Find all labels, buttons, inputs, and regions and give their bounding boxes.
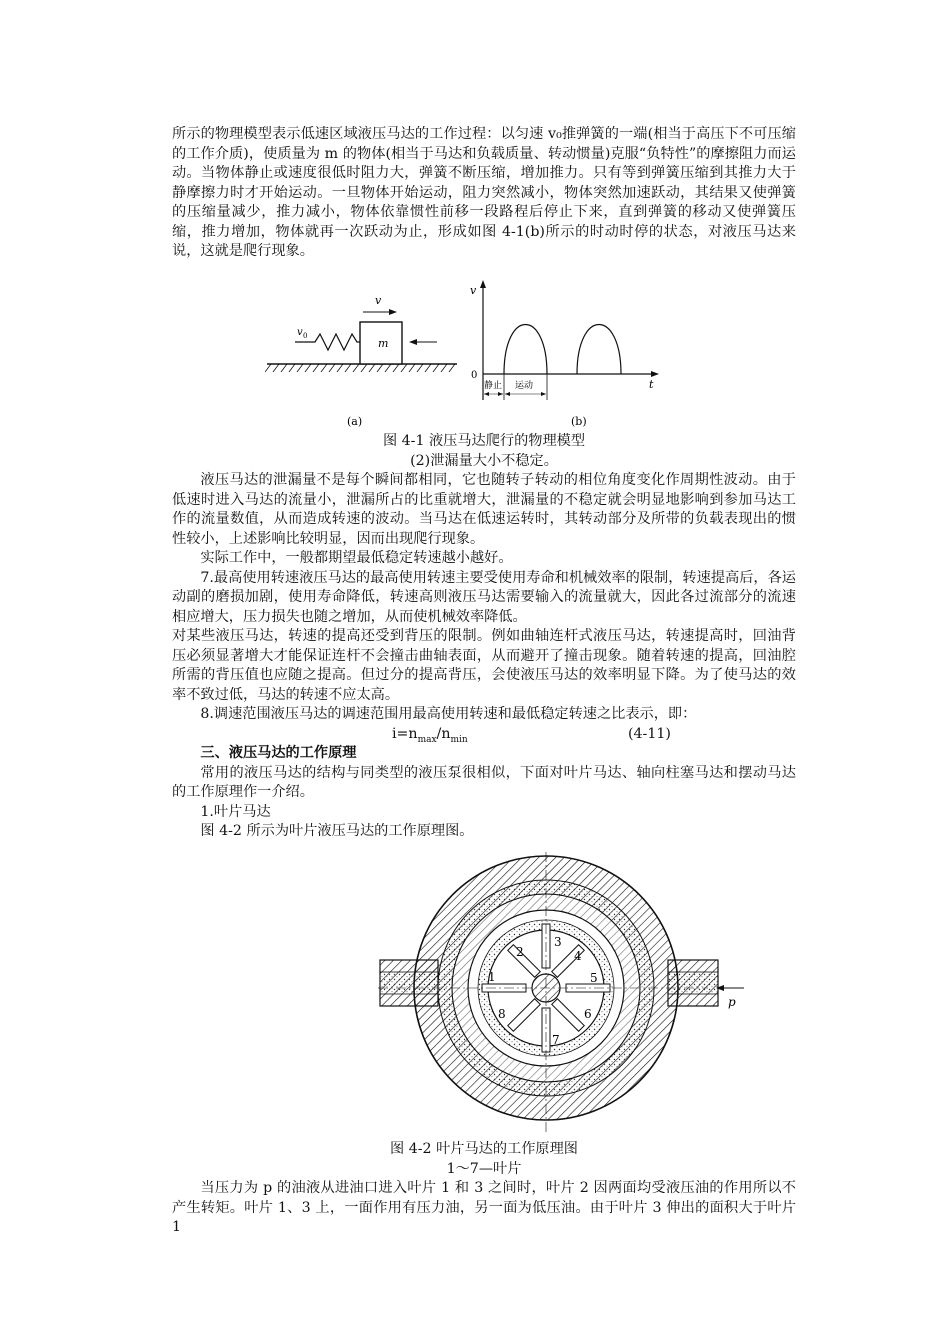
origin-label: 0	[471, 370, 478, 381]
ground-line	[265, 364, 457, 372]
paragraph-fig-4-2-ref: 图 4-2 所示为叶片液压马达的工作原理图。	[200, 823, 474, 839]
vane-label-7: 7	[552, 1033, 560, 1047]
label-v0-sub: 0	[303, 332, 308, 340]
section-heading-3: 三、液压马达的工作原理	[200, 745, 357, 761]
vane-label-6: 6	[584, 1007, 592, 1021]
text-block-bottom	[172, 1140, 796, 1238]
subheading-vane-motor: 1.叶片马达	[200, 803, 271, 820]
figure-4-1	[265, 280, 670, 430]
label-v: v	[375, 294, 382, 307]
text-block-top	[172, 125, 796, 262]
vane-label-3: 3	[554, 935, 562, 949]
paragraph-crawl-model: 所示的物理模型表示低速区域液压马达的工作过程：以匀速 v₀推弹簧的一端(相当于高压下不可压缩的工作介质)，使质量为 m 的物体(相当于马达和负载质量、转动惯量)克服“负特性”的摩擦阻力而运动。当物体静止或速度很低时阻力大，弹簧不断压缩，增加推力。只有等到弹簧压缩到其推力大于静摩擦力时才开始运动。一旦物体开始运动，阻力突然减小，物体突然加速跃动，其结果又使弹簧的压缩量减少，推力减小，物体依靠惯性前移一段路程后停止下来，直到弹簧的移动又使弹簧压缩，推力增加，物体就再一次跃动为止，形成如图 4-1(b)所示的时动时停的状态，对液压马达来说，这就是爬行现象。	[172, 126, 796, 259]
label-b: (b)	[571, 415, 587, 428]
text-block-middle	[172, 432, 796, 842]
segment-motion: 运动	[515, 381, 534, 391]
segment-static: 静止	[484, 381, 503, 391]
axis-t-label: t	[649, 378, 654, 391]
axis-v-label: v	[470, 284, 477, 297]
vane-label-5: 5	[590, 971, 598, 985]
equation-number: (4-11)	[628, 725, 671, 742]
paragraph-max-speed: 7.最高使用转速液压马达的最高使用转速主要受使用寿命和机械效率的限制，转速提高后，各运动副的磨损加剧，使用寿命降低，转速高则液压马达需要输入的流量就大，因此各过流部分的流速相应增大，压力损失也随之增加，从而使机械效率降低。	[172, 569, 796, 625]
vane-label-8: 8	[498, 1007, 506, 1021]
figure-4-1-caption: 图 4-1 液压马达爬行的物理模型	[382, 433, 586, 449]
item-2-title: (2)泄漏量大小不稳定。	[410, 452, 558, 469]
vane-label-4: 4	[574, 949, 582, 963]
paragraph-back-pressure: 对某些液压马达，转速的提高还受到背压的限制。例如曲轴连杆式液压马达，转速提高时，回油背压必须显著增大才能保证连杆不会撞击曲轴表面，从而避开了撞击现象。随着转速的提高，回油腔所需的背压值也应随之提高。但过分的提高背压，会使液压马达的效率明显下降。为了使马达的效率不致过低，马达的转速不应太高。	[172, 628, 796, 703]
motion-arch-1	[504, 325, 547, 375]
paragraph-vane-torque: 当压力为 p 的油液从进油口进入叶片 1 和 3 之间时，叶片 2 因两面均受液压油的作用所以不产生转矩。叶片 1、3 上，一面作用有压力油，另一面为低压油。由于叶片 3 伸出的面积大于叶片 1	[172, 1180, 796, 1235]
label-p: p	[728, 995, 736, 1009]
figure-4-2	[378, 848, 748, 1138]
vane-label-2: 2	[516, 945, 524, 959]
equation-formula: $i=n_{max}/n_{min}$	[392, 725, 468, 745]
paragraph-min-speed: 实际工作中，一般都期望最低稳定转速越小越好。	[200, 550, 513, 566]
paragraph-speed-range: 8.调速范围液压马达的调速范围用最高使用转速和最低稳定转速之比表示，即：	[200, 706, 697, 722]
paragraph-principle-intro: 常用的液压马达的结构与同类型的液压泵很相似，下面对叶片马达、轴向柱塞马达和摆动马达的工作原理作一介绍。	[172, 764, 796, 800]
figure-4-2-caption: 图 4-2 叶片马达的工作原理图	[390, 1141, 578, 1157]
equation-4-11	[172, 725, 796, 745]
paragraph-leakage: 液压马达的泄漏量不是每个瞬间都相同，它也随转子转动的相位角度变化作周期性波动。由于低速时进入马达的流量小，泄漏所占的比重就增大，泄漏量的不稳定就会明显地影响到参加马达工作的流量数值，从而造成转速的波动。当马达在低速运转时，其转动部分及所带的负载表现出的惯性较小，上述影响比较明显，因而出现爬行现象。	[172, 472, 796, 547]
vane-label-1: 1	[488, 970, 496, 984]
label-m: m	[378, 337, 389, 350]
label-a: (a)	[347, 415, 363, 428]
figure-4-2-subcaption: 1～7—叶片	[446, 1160, 522, 1177]
label-v0: v	[297, 327, 303, 338]
motion-arch-2	[577, 325, 621, 375]
